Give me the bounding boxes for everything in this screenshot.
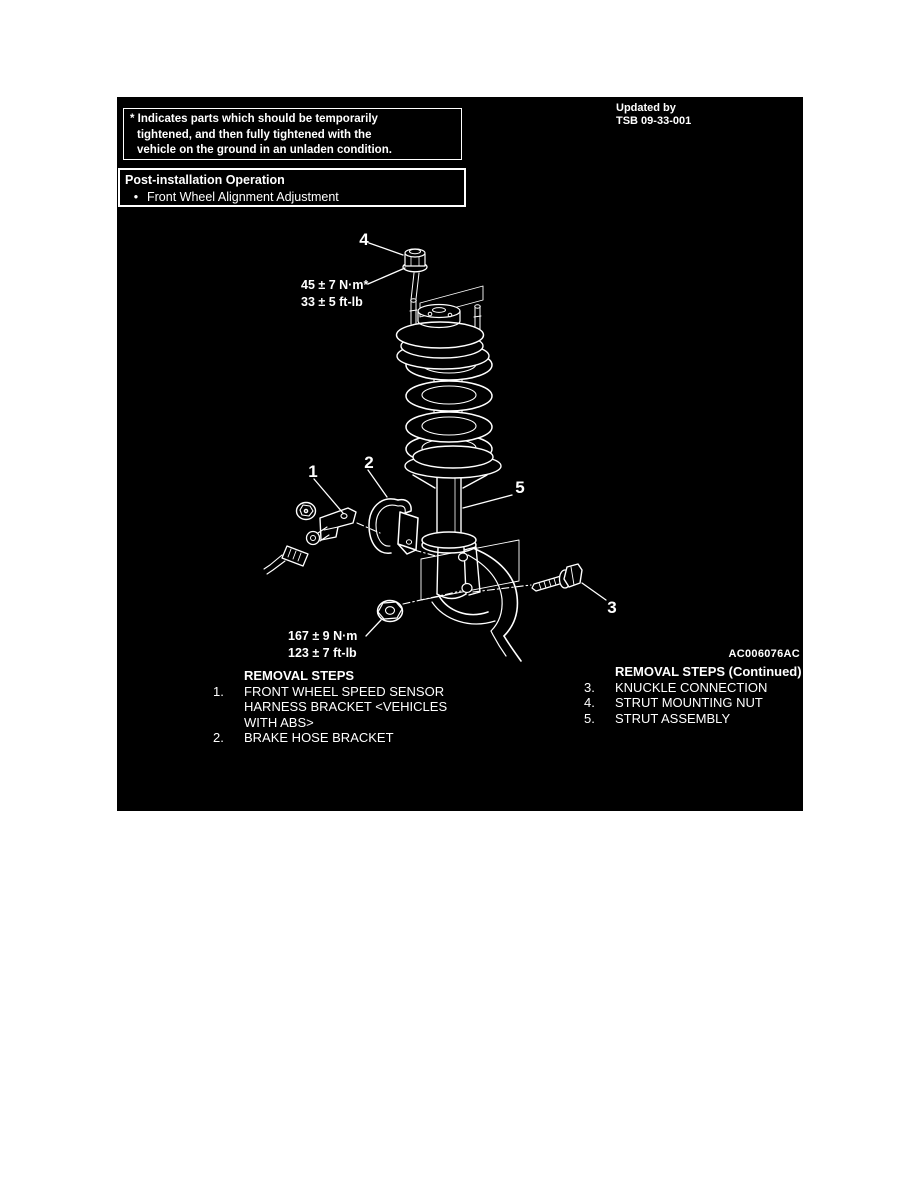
knuckle-nut (378, 601, 403, 622)
note-line-1: * Indicates parts which should be temporarily (130, 113, 378, 125)
callout-2: 2 (364, 453, 374, 472)
callout-1: 1 (308, 462, 318, 481)
callout-4: 4 (359, 230, 369, 249)
removal-steps-continued-title: REMOVAL STEPS (Continued) (615, 664, 802, 679)
leader-callout-3 (582, 583, 606, 600)
figure-code: AC006076AC (728, 648, 800, 660)
mount-stud-left (410, 299, 417, 324)
removal-step-5 (584, 711, 803, 727)
harness-grommet (307, 532, 320, 545)
tsb-number: TSB 09-33-001 (616, 115, 692, 127)
post-installation-title: Post-installation Operation (125, 173, 285, 187)
bracket-hole-upper (459, 553, 468, 561)
leader-torque-lower (366, 620, 381, 636)
callout-5: 5 (515, 478, 525, 497)
brake-hose-bracket (369, 499, 418, 554)
leader-callout-1 (314, 479, 343, 513)
strut-mounting-nut (403, 249, 427, 272)
leader-callout-5 (463, 495, 512, 508)
torque-upper-metric: 45 ± 7 N·m* (301, 278, 369, 292)
step-number: 1. (213, 683, 224, 699)
step-number: 2. (213, 730, 224, 745)
step-number: 4. (584, 695, 595, 710)
removal-steps-title: REMOVAL STEPS (244, 668, 355, 683)
torque-lower-imperial: 123 ± 7 ft-lb (288, 646, 357, 660)
updated-by-line: Updated by (616, 102, 676, 114)
leader-torque-upper (368, 268, 405, 284)
removal-step-1 (213, 684, 459, 731)
note-line-3: vehicle on the ground in an unladen condition. (137, 144, 392, 156)
piston-rod-lines (411, 273, 419, 300)
bracket-hole-lower (462, 584, 472, 593)
removal-step-3 (584, 680, 803, 696)
sensor-harness-bracket (264, 503, 356, 575)
leader-callout-2 (368, 470, 387, 497)
removal-steps-continued-list (584, 664, 803, 726)
steering-knuckle (432, 549, 521, 661)
leader-callout-4 (369, 243, 403, 255)
harness-connector (282, 546, 308, 566)
removal-step-4 (584, 695, 803, 711)
step-text: FRONT WHEEL SPEED SENSOR HARNESS BRACKET <VEHICLES WITH ABS> (244, 683, 448, 730)
removal-step-2 (213, 730, 459, 746)
lower-spring-seat (405, 446, 501, 478)
step-text: KNUCKLE CONNECTION (615, 679, 768, 695)
figure-panel (117, 97, 803, 811)
step-text: BRAKE HOSE BRACKET (244, 730, 394, 745)
knuckle-bolt (532, 564, 582, 591)
step-number: 3. (584, 679, 595, 695)
torque-upper-imperial: 33 ± 5 ft-lb (301, 295, 363, 309)
step-number: 5. (584, 710, 595, 726)
strut-top-mount (397, 299, 490, 369)
bullet-icon: • (133, 190, 139, 204)
removal-steps-list (213, 668, 459, 746)
note-line-2: tightened, and then fully tightened with the (137, 128, 372, 141)
post-installation-item-text: Front Wheel Alignment Adjustment (147, 190, 339, 204)
torque-lower-metric: 167 ± 9 N·m (288, 629, 358, 643)
strut-tube (413, 475, 487, 553)
step-text: STRUT MOUNTING NUT (615, 695, 763, 710)
callout-3: 3 (607, 598, 617, 617)
step-text: STRUT ASSEMBLY (615, 710, 731, 726)
